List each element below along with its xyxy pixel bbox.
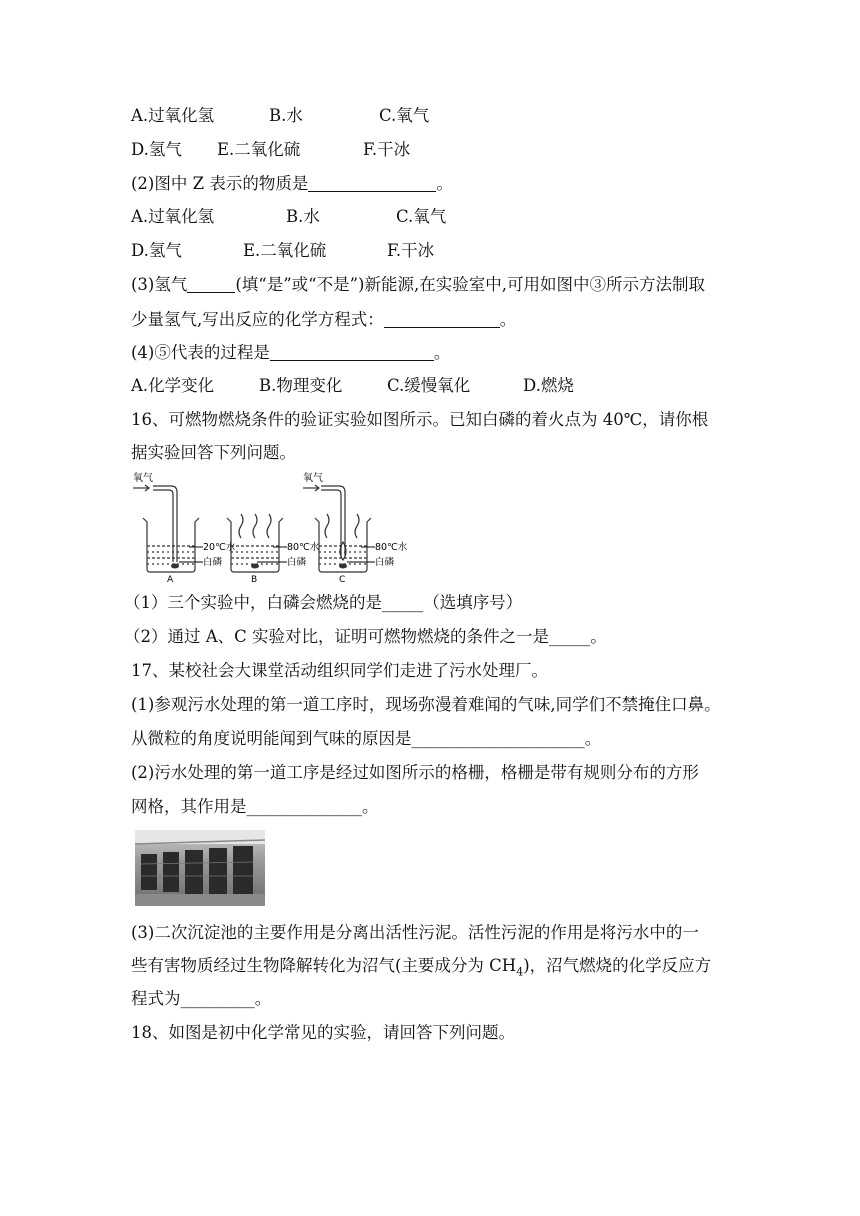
svg-text:白磷: 白磷 [287, 557, 307, 568]
q15-options-row-1 [131, 105, 429, 127]
svg-text:B: B [251, 575, 258, 585]
q16-stem-line-1: 16、可燃物燃烧条件的验证实验如图所示。已知白磷的着火点为 40℃，请你根 [131, 410, 709, 429]
svg-text:白磷: 白磷 [203, 557, 223, 568]
answer-blank[interactable] [270, 344, 434, 361]
option: D.氢气 [131, 241, 182, 260]
grille-photo [135, 830, 265, 906]
q18-stem: 18、如图是初中化学常见的实验，请回答下列问题。 [131, 1023, 515, 1042]
option: F.干冰 [363, 140, 411, 159]
q16-part-2: （2）通过 A、C 实验对比，证明可燃物燃烧的条件之一是_____。 [124, 627, 607, 646]
q15-options-row-3 [131, 206, 446, 228]
q15-part-3-line-1: (3)氢气 (填“是”或“不是”)新能源,在实验室中,可用如图中③所示方法制取 [131, 275, 705, 294]
option: F.干冰 [387, 241, 435, 260]
option: B.水 [269, 106, 303, 125]
q15-part-2: (2)图中 Z 表示的物质是 。 [131, 174, 453, 193]
svg-text:氧气: 氧气 [303, 473, 323, 484]
q17-part-2-line-2: 网格，其作用是______________。 [131, 797, 379, 816]
option: E.二氧化硫 [217, 140, 301, 159]
answer-blank[interactable] [308, 175, 436, 192]
q17-part-3-line-3: 程式为_________。 [131, 989, 272, 1008]
q17-part-1-line-2: 从微粒的角度说明能闻到气味的原因是_____________________。 [131, 729, 602, 748]
q17-part-2-line-1: (2)污水处理的第一道工序是经过如图所示的格栅，格栅是带有规则分布的方形 [131, 763, 699, 782]
option: B.物理变化 [259, 376, 343, 395]
option: C.氧气 [379, 106, 430, 125]
answer-blank[interactable] [384, 311, 500, 328]
svg-text:白磷: 白磷 [375, 557, 395, 568]
option: B.水 [286, 207, 320, 226]
option: E.二氧化硫 [243, 241, 327, 260]
svg-text:20℃水: 20℃水 [203, 542, 236, 553]
option: A.过氧化氢 [131, 106, 215, 125]
q17-part-3-line-1: (3)二次沉淀池的主要作用是分离出活性污泥。活性污泥的作用是将污水中的一 [131, 923, 699, 942]
q15-part-3-line-2: 少量氢气,写出反应的化学方程式： 。 [131, 310, 517, 329]
q16-stem-line-2: 据实验回答下列问题。 [131, 443, 296, 462]
combustion-experiment-figure [131, 472, 408, 585]
option: A.化学变化 [131, 376, 215, 395]
q17-part-3-line-2: 些有害物质经过生物降解转化为沼气(主要成分为 $CH_4$)，沼气燃烧的化学反应方 [131, 956, 712, 979]
q15-options-row-4 [131, 240, 434, 262]
svg-text:氧气: 氧气 [133, 473, 153, 484]
q17-stem: 17、某校社会大课堂活动组织同学们走进了污水处理厂。 [131, 661, 548, 680]
option: D.燃烧 [523, 376, 574, 395]
q17-part-1-line-1: (1)参观污水处理的第一道工序时，现场弥漫着难闻的气味,同学们不禁掩住口鼻。 [131, 695, 721, 714]
svg-text:A: A [167, 575, 174, 585]
q15-options-row-2 [131, 139, 410, 161]
q15-part-4: (4)⑤代表的过程是 。 [131, 343, 451, 362]
answer-blank[interactable] [187, 276, 235, 293]
option: A.过氧化氢 [131, 207, 215, 226]
option: D.氢气 [131, 140, 182, 159]
svg-text:C: C [339, 575, 346, 585]
q15-options-row-5 [131, 375, 574, 397]
svg-text:80℃水: 80℃水 [287, 542, 320, 553]
svg-text:80℃水: 80℃水 [375, 542, 408, 553]
option: C.缓慢氧化 [387, 376, 471, 395]
option: C.氧气 [396, 207, 447, 226]
q16-part-1: （1）三个实验中，白磷会燃烧的是_____（选填序号） [124, 593, 523, 612]
